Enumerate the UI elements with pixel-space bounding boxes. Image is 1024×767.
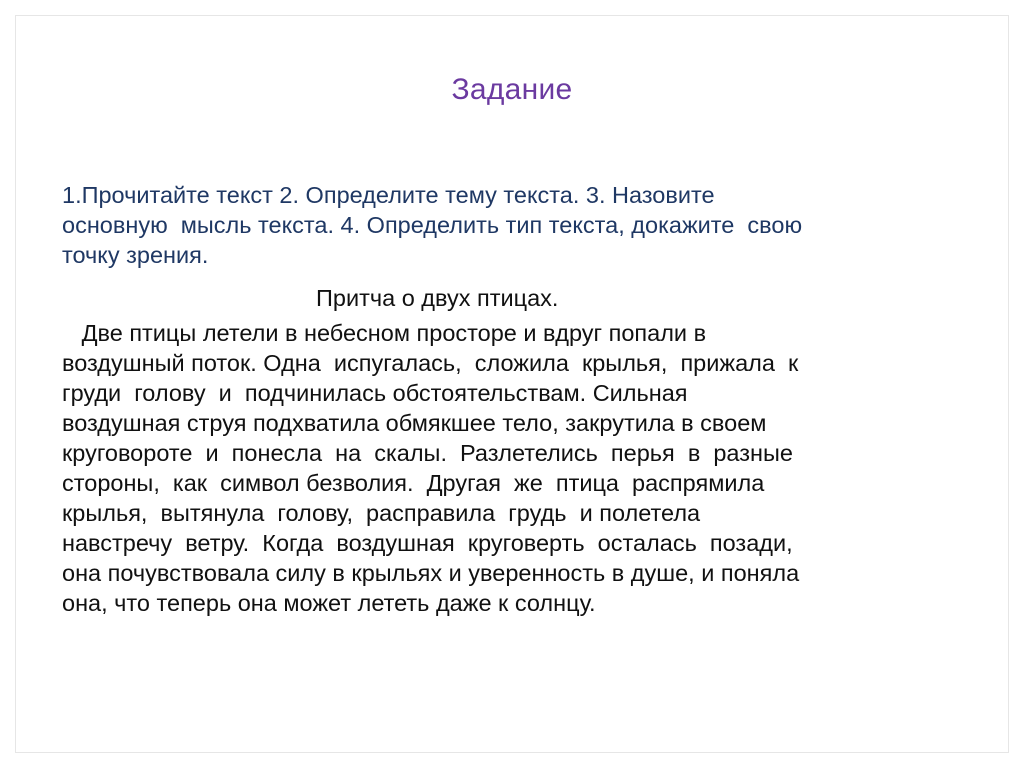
- story-line-10: она, что теперь она может лететь даже к солнцу.: [62, 590, 596, 616]
- story-line-2: воздушный поток. Одна испугалась, сложила крылья, прижала к: [62, 350, 799, 376]
- story-line-1: Две птицы летели в небесном просторе и вдруг попали в: [62, 320, 707, 346]
- slide-title: Задание: [451, 73, 573, 106]
- story-line-3: груди голову и подчинилась обстоятельствам. Сильная: [62, 380, 688, 406]
- story-line-9: она почувствовала силу в крыльях и уверенность в душе, и поняла: [62, 560, 800, 586]
- story-title: Притча о двух птицах.: [316, 285, 559, 311]
- task-line-2: основную мысль текста. 4. Определить тип текста, докажите свою: [62, 212, 803, 238]
- story-line-6: стороны, как символ безволия. Другая же птица распрямила: [62, 470, 765, 496]
- story-line-8: навстречу ветру. Когда воздушная круговерть осталась позади,: [62, 530, 793, 556]
- task-line-1: 1.Прочитайте текст 2. Определите тему текста. 3. Назовите: [62, 182, 715, 208]
- story-line-7: крылья, вытянула голову, расправила грудь и полетела: [62, 500, 701, 526]
- story-line-5: круговороте и понесла на скалы. Разлетелись перья в разные: [62, 440, 793, 466]
- task-line-3: точку зрения.: [62, 242, 209, 268]
- story-line-4: воздушная струя подхватила обмякшее тело, закрутила в своем: [62, 410, 767, 436]
